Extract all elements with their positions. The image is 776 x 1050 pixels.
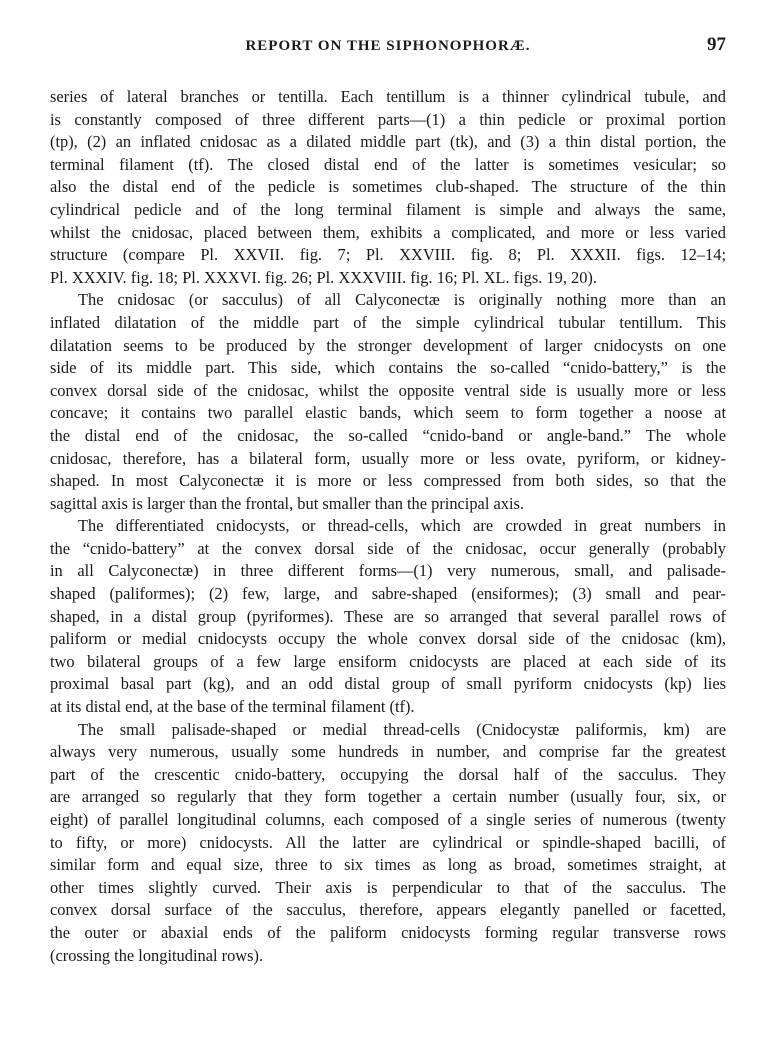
page-header [50, 34, 726, 62]
text-line: whilst the cnidosac, placed between them, exhibits a complicated, and more or less varied [50, 222, 726, 242]
text-line: sagittal axis is larger than the frontal, but smaller than the principal axis. [50, 493, 524, 513]
text-line: in all Calyconectæ) in three different forms—(1) very numerous, small, and palisade- [50, 561, 726, 581]
text-line: The small palisade-shaped or medial thread-cells (Cnidocystæ paliformis, km) are [78, 719, 726, 739]
text-line: similar form and equal size, three to six times as long as broad, sometimes straight, at [50, 855, 726, 875]
text-line: two bilateral groups of a few large ensiform cnidocysts are placed at each side of its [50, 651, 726, 671]
text-line: concave; it contains two parallel elastic bands, which seem to form together a noose at [50, 403, 726, 423]
text-line: (crossing the longitudinal rows). [50, 945, 264, 965]
text-line: other times slightly curved. Their axis is perpendicular to that of the sacculus. The [50, 877, 726, 897]
text-line: is constantly composed of three different parts—(1) a thin pedicle or proximal portion [50, 109, 726, 129]
text-line: eight) of parallel longitudinal columns, each composed of a single series of numerous (twenty [50, 810, 726, 829]
text-line: dilatation seems to be produced by the stronger development of larger cnidocysts on one [50, 335, 726, 355]
text-line: Pl. XXXIV. fig. 18; Pl. XXXVI. fig. 26; Pl. XXXVIII. fig. 16; Pl. XL. figs. 19, 20). [50, 267, 597, 287]
text-line: part of the crescentic cnido-battery, occupying the dorsal half of the sacculus. They [50, 764, 726, 784]
text-line: cylindrical pedicle and of the long terminal filament is simple and always the same, [50, 199, 726, 219]
text-line: terminal filament (tf). The closed distal end of the latter is sometimes vesicular; so [50, 154, 726, 174]
text-line: shaped. In most Calyconectæ it is more or less compressed from both sides, so that the [50, 471, 726, 491]
text-line: shaped, in a distal group (pyriformes). These are so arranged that several parallel rows of [50, 606, 726, 626]
text-line: (tp), (2) an inflated cnidosac as a dilated middle part (tk), and (3) a thin distal portion, the [50, 132, 726, 152]
text-line: convex dorsal surface of the sacculus, therefore, appears elegantly panelled or facetted, [50, 900, 726, 920]
text-line: paliform or medial cnidocysts occupy the whole convex dorsal side of the cnidosac (km), [50, 629, 726, 649]
running-title: REPORT ON THE SIPHONOPHORÆ. [245, 38, 531, 54]
text-line: always very numerous, usually some hundreds in number, and comprise far the greatest [50, 742, 726, 762]
text-line: proximal basal part (kg), and an odd distal group of small pyriform cnidocysts (kp) lies [50, 674, 726, 694]
text-line: The cnidosac (or sacculus) of all Calyconectæ is originally nothing more than an [78, 290, 726, 310]
text-line: shaped (paliformes); (2) few, large, and sabre-shaped (ensiformes); (3) small and pear- [50, 584, 726, 604]
paragraph [50, 86, 726, 289]
paragraph [50, 719, 726, 968]
text-line: convex dorsal side of the cnidosac, whilst the opposite ventral side is usually more or less [50, 380, 726, 400]
text-line: series of lateral branches or tentilla. Each tentillum is a thinner cylindrical tubule, and [50, 87, 726, 106]
text-line: side of its middle part. This side, which contains the so-called “cnido-battery,” is the [50, 358, 726, 378]
text-line: structure (compare Pl. XXVII. fig. 7; Pl. XXVIII. fig. 8; Pl. XXXII. figs. 12–14; [50, 245, 726, 265]
text-line: are arranged so regularly that they form together a certain number (usually four, six, or [50, 787, 726, 807]
body-text [50, 86, 726, 967]
text-line: the distal end of the cnidosac, the so-called “cnido-band or angle-band.” The whole [50, 425, 726, 445]
paragraph [50, 289, 726, 515]
text-line: to fifty, or more) cnidocysts. All the latter are cylindrical or spindle-shaped bacilli, of [50, 832, 726, 852]
page-number: 97 [707, 34, 726, 55]
text-line: at its distal end, at the base of the terminal filament (tf). [50, 697, 415, 717]
text-line: the “cnido-battery” at the convex dorsal side of the cnidosac, occur generally (probably [50, 538, 726, 558]
text-line: also the distal end of the pedicle is sometimes club-shaped. The structure of the thin [50, 177, 726, 197]
text-line: the outer or abaxial ends of the paliform cnidocysts forming regular transverse rows [50, 922, 726, 942]
text-line: inflated dilatation of the middle part of the simple cylindrical tubular tentillum. This [50, 312, 726, 332]
paragraph [50, 515, 726, 718]
text-line: cnidosac, therefore, has a bilateral form, usually more or less ovate, pyriform, or kidney- [50, 448, 726, 468]
text-line: The differentiated cnidocysts, or thread-cells, which are crowded in great numbers in [78, 516, 726, 536]
